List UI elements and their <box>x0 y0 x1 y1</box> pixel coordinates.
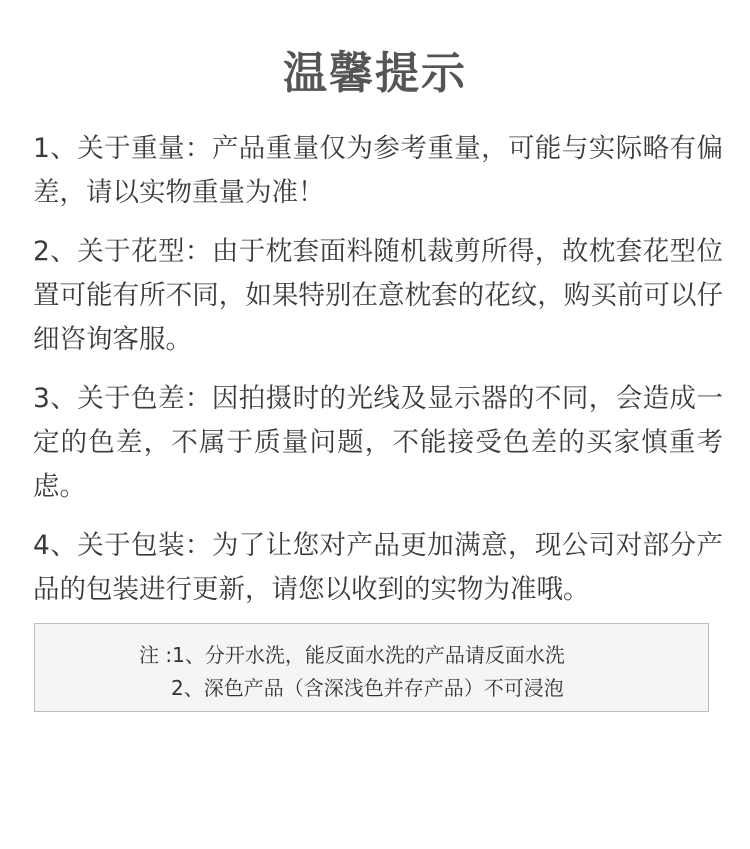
tip-packaging: 4、关于包装：为了让您对产品更加满意，现公司对部分产品的包装进行更新，请您以收到的实物为准哦。 <box>33 530 723 605</box>
washing-note-line-2: 2、深色产品（含深浅色并存产品）不可浸泡 <box>171 676 564 700</box>
page-title: 温馨提示 <box>283 48 467 99</box>
tip-pattern: 2、关于花型：由于枕套面料随机裁剪所得，故枕套花型位置可能有所不同，如果特别在意枕套的花纹，购买前可以仔细咨询客服。 <box>33 236 723 355</box>
washing-note-box <box>34 623 709 712</box>
washing-note-line-1: 注 :1、分开水洗，能反面水洗的产品请反面水洗 <box>139 643 565 667</box>
tips-list <box>33 127 723 627</box>
tip-weight: 1、关于重量：产品重量仅为参考重量，可能与实际略有偏差，请以实物重量为准！ <box>33 133 723 208</box>
tip-color-difference: 3、关于色差：因拍摄时的光线及显示器的不同，会造成一定的色差，不属于质量问题，不能接受色差的买家慎重考虑。 <box>33 383 723 502</box>
